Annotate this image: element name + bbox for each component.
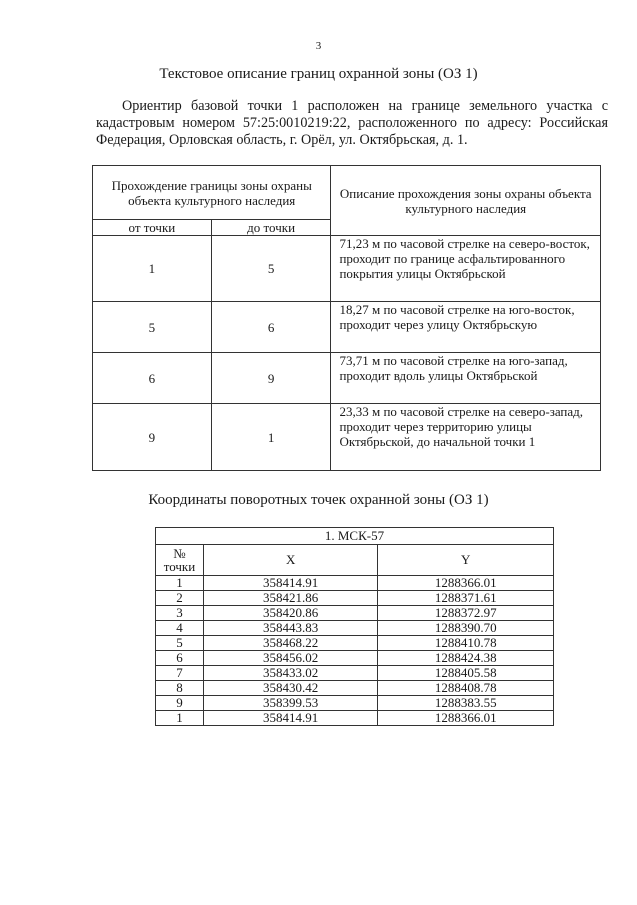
point-number-cell: 3 <box>156 606 204 621</box>
y-coordinate-cell: 1288371.61 <box>378 591 554 606</box>
point-number-cell: 4 <box>156 621 204 636</box>
table-row <box>93 404 601 471</box>
table-row <box>93 353 601 404</box>
table-row <box>156 681 554 696</box>
y-coordinate-cell: 1288366.01 <box>378 711 554 726</box>
table-row <box>156 576 554 591</box>
table-row <box>93 236 601 302</box>
table-row <box>156 606 554 621</box>
coordinate-system-header: 1. МСК-57 <box>156 528 554 545</box>
y-coordinate-cell: 1288408.78 <box>378 681 554 696</box>
boundary-passage-header: Прохождение границы зоны охраны объекта культурного наследия <box>93 166 331 220</box>
x-coordinate-cell: 358421.86 <box>203 591 378 606</box>
x-coordinate-cell: 358414.91 <box>203 576 378 591</box>
to-point-cell: 9 <box>211 353 331 404</box>
x-coordinate-cell: 358468.22 <box>203 636 378 651</box>
to-point-cell: 5 <box>211 236 331 302</box>
point-number-cell: 5 <box>156 636 204 651</box>
y-coordinate-cell: 1288383.55 <box>378 696 554 711</box>
to-point-cell: 6 <box>211 302 331 353</box>
y-coordinate-cell: 1288410.78 <box>378 636 554 651</box>
table-row <box>93 302 601 353</box>
table-row <box>156 696 554 711</box>
table-row <box>156 666 554 681</box>
coordinates-title: Координаты поворотных точек охранной зоны (ОЗ 1) <box>148 492 489 508</box>
point-number-cell: 2 <box>156 591 204 606</box>
table-row <box>156 636 554 651</box>
point-number-cell: 7 <box>156 666 204 681</box>
x-coordinate-cell: 358430.42 <box>203 681 378 696</box>
x-column-header: X <box>203 545 378 576</box>
from-point-cell: 6 <box>93 353 212 404</box>
y-coordinate-cell: 1288366.01 <box>378 576 554 591</box>
x-coordinate-cell: 358420.86 <box>203 606 378 621</box>
table-row <box>156 591 554 606</box>
table-row <box>156 651 554 666</box>
boundary-description-title: Текстовое описание границ охранной зоны (ОЗ 1) <box>159 66 478 82</box>
point-number-header: № точки <box>156 545 204 576</box>
point-number-cell: 6 <box>156 651 204 666</box>
passage-description-cell: 18,27 м по часовой стрелке на юго-восток, проходит через улицу Октябрьскую <box>331 302 601 353</box>
x-coordinate-cell: 358414.91 <box>203 711 378 726</box>
y-coordinate-cell: 1288390.70 <box>378 621 554 636</box>
from-point-header: от точки <box>93 220 212 236</box>
table-row <box>156 711 554 726</box>
x-coordinate-cell: 358443.83 <box>203 621 378 636</box>
y-coordinate-cell: 1288405.58 <box>378 666 554 681</box>
from-point-cell: 9 <box>93 404 212 471</box>
y-coordinate-cell: 1288372.97 <box>378 606 554 621</box>
to-point-cell: 1 <box>211 404 331 471</box>
coordinates-table <box>155 527 554 726</box>
x-coordinate-cell: 358433.02 <box>203 666 378 681</box>
point-number-cell: 1 <box>156 576 204 591</box>
point-number-cell: 1 <box>156 711 204 726</box>
y-coordinate-cell: 1288424.38 <box>378 651 554 666</box>
x-coordinate-cell: 358399.53 <box>203 696 378 711</box>
y-column-header: Y <box>378 545 554 576</box>
passage-description-cell: 73,71 м по часовой стрелке на юго-запад, проходит вдоль улицы Октябрьской <box>331 353 601 404</box>
base-point-paragraph: Ориентир базовой точки 1 расположен на границе земельного участка с кадастровым номером 57:25:0010219:22, расположенного по адресу: Российская Федерация, Орловская область, г. Орёл, ул. Октябрьская, д. 1. <box>96 98 608 148</box>
passage-description-cell: 23,33 м по часовой стрелке на северо-запад, проходит через территорию улицы Октябрьской, до начальной точки 1 <box>331 404 601 471</box>
from-point-cell: 1 <box>93 236 212 302</box>
point-number-cell: 9 <box>156 696 204 711</box>
x-coordinate-cell: 358456.02 <box>203 651 378 666</box>
from-point-cell: 5 <box>93 302 212 353</box>
to-point-header: до точки <box>211 220 331 236</box>
table-row <box>156 621 554 636</box>
passage-description-header: Описание прохождения зоны охраны объекта культурного наследия <box>331 166 601 236</box>
boundary-description-table <box>92 165 601 471</box>
passage-description-cell: 71,23 м по часовой стрелке на северо-восток, проходит по границе асфальтированного покрытия улицы Октябрьской <box>331 236 601 302</box>
point-number-cell: 8 <box>156 681 204 696</box>
page-number: 3 <box>315 40 322 52</box>
